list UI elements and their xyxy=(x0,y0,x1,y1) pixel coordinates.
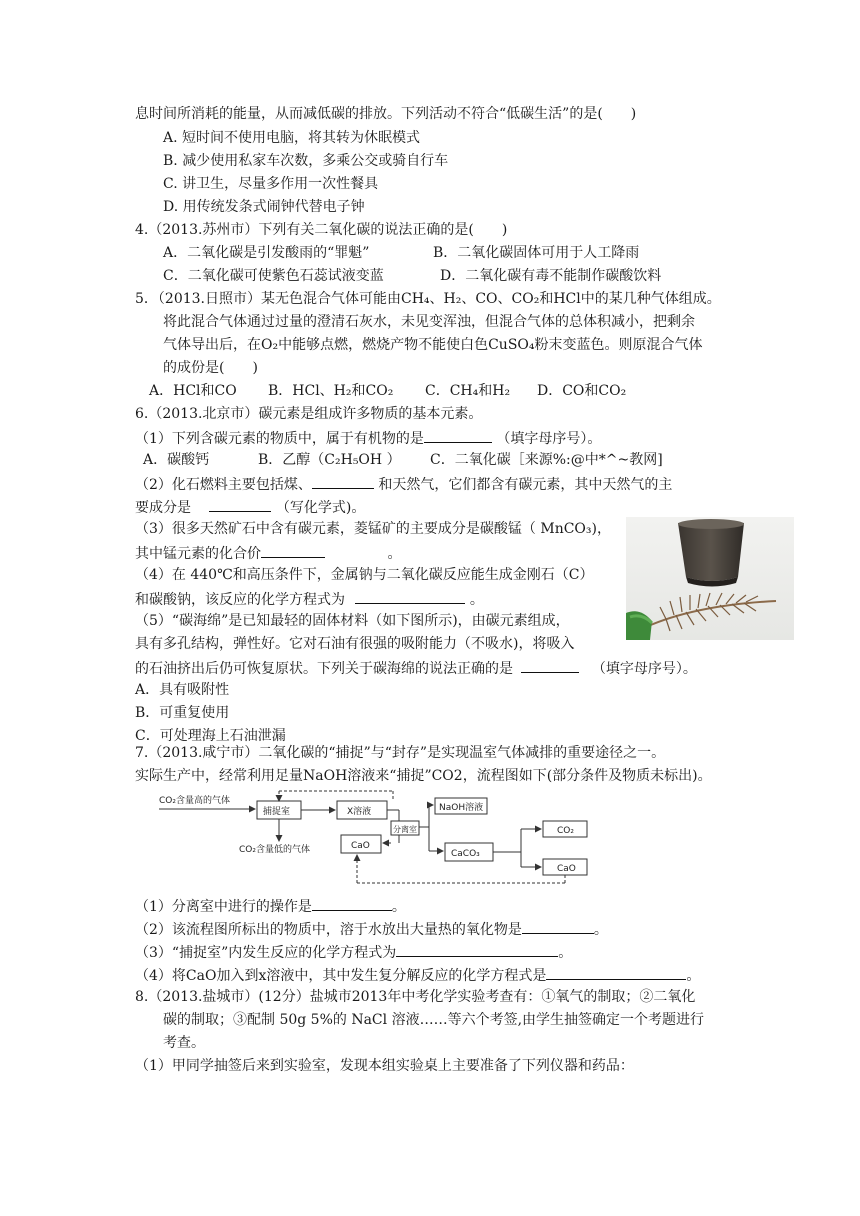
q4-option-b: B．二氧化碳固体可用于人工降雨 xyxy=(433,245,640,261)
q6-part4-end: 。 xyxy=(469,592,484,608)
q6-part1-option-a: A．碳酸钙 xyxy=(143,452,210,468)
q7-stem-line1: 7.（2013.咸宁市）二氧化碳的“捕捉”与“封存”是实现温室气体减排的重要途径之一。 xyxy=(135,745,666,761)
q7-part4-end: 。 xyxy=(686,968,701,984)
q6-part1-hint: （填字母序号）。 xyxy=(496,431,602,447)
q7-part4-text: （4）将CaO加入到x溶液中，其中发生复分解反应的化学方程式是 xyxy=(135,968,547,984)
q7-part3 xyxy=(135,942,572,962)
q5-option-c: C．CH₄和H₂ xyxy=(425,383,511,399)
q7-stem-line2: 实际生产中，经常利用足量NaOH溶液来“捕捉”CO2，流程图如下(部分条件及物质未标出)。 xyxy=(135,768,712,784)
x-solution-label: X溶液 xyxy=(347,807,372,817)
q6-stem: 6.（2013.北京市）碳元素是组成许多物质的基本元素。 xyxy=(135,406,483,422)
q6-part4-text: 和碳酸钠，该反应的化学方程式为 xyxy=(135,592,345,608)
q7-part4 xyxy=(135,965,700,985)
q4-option-a: A．二氧化碳是引发酸雨的“罪魁” xyxy=(163,245,370,261)
q6-part2-text-d: （写化学式)。 xyxy=(275,500,366,516)
q7-part1 xyxy=(135,896,406,916)
q4-option-c: C．二氧化碳可使紫色石蕊试液变蓝 xyxy=(163,268,384,284)
q6-part5-text: 的石油挤出后仍可恢复原状。下列关于碳海绵的说法正确的是 xyxy=(135,661,513,677)
q7-part2-end: 。 xyxy=(593,922,608,938)
cao-left-label: CaO xyxy=(351,841,370,851)
cao-right-label: CaO xyxy=(557,864,576,874)
q5-option-d: D．CO和CO₂ xyxy=(537,383,627,399)
q7-part3-text: （3）“捕捉室”内发生反应的化学方程式为 xyxy=(135,945,397,961)
q6-part3-end: 。 xyxy=(387,546,402,562)
q3-stem: 息时间所消耗的能量，从而减低碳的排放。下列活动不符合“低碳生活”的是( ) xyxy=(135,106,637,122)
answer-blank[interactable] xyxy=(521,658,579,673)
q8-stem-line3: 考查。 xyxy=(163,1035,205,1051)
q6-part5-option-b: B．可重复使用 xyxy=(135,705,230,721)
q7-part1-text: （1）分离室中进行的操作是 xyxy=(135,899,312,915)
answer-blank[interactable] xyxy=(312,474,374,489)
q5-stem-line1: 5．（2013.日照市）某无色混合气体可能由CH₄、H₂、CO、CO₂和HCl中的某几种气体组成。 xyxy=(135,291,721,307)
q6-part1-option-b: B．乙醇（C₂H₅OH ） xyxy=(258,452,401,468)
carbon-sponge-photo xyxy=(626,517,794,640)
q6-part1-text: （1）下列含碳元素的物质中，属于有机物的是 xyxy=(135,431,424,447)
q6-part5-line1: （5）“碳海绵”是已知最轻的固体材料（如下图所示)，由碳元素组成， xyxy=(135,613,570,629)
q7-part3-end: 。 xyxy=(558,945,573,961)
answer-blank[interactable] xyxy=(396,942,558,957)
q6-part2-text-c: 要成分是 xyxy=(135,500,191,516)
q8-part1: （1）甲同学抽签后来到实验室，发现本组实验桌上主要准备了下列仪器和药品： xyxy=(135,1058,634,1074)
q5-option-b: B．HCl、H₂和CO₂ xyxy=(268,383,394,399)
q5-option-a: A．HCl和CO xyxy=(149,383,237,399)
answer-blank[interactable] xyxy=(424,428,492,443)
q6-part3-text: 其中锰元素的化合价 xyxy=(135,546,261,562)
co2-output-label: CO₂ xyxy=(557,826,574,836)
q6-part5-line3 xyxy=(135,658,697,678)
naoh-solution-label: NaOH溶液 xyxy=(439,803,484,813)
q6-part5-option-a: A．具有吸附性 xyxy=(135,682,230,698)
q3-option-b: B. 减少使用私家车次数，多乘公交或骑自行车 xyxy=(163,153,449,169)
answer-blank[interactable] xyxy=(522,919,594,934)
answer-blank[interactable] xyxy=(261,543,325,558)
q6-part1-option-c: C．二氧化碳［来源%:@中*^~教网] xyxy=(430,452,663,468)
q6-part5-hint: （填字母序号）。 xyxy=(591,661,697,677)
co2-capture-flowchart xyxy=(155,785,595,887)
q6-part2-text-b: 和天然气，它们都含有碳元素，其中天然气的主 xyxy=(378,477,673,493)
q7-part2 xyxy=(135,919,608,939)
q6-part5-line2: 具有多孔结构，弹性好。它对石油有很强的吸附能力（不吸水)，将吸入 xyxy=(135,636,575,652)
q5-stem-line4: 的成份是( ) xyxy=(163,360,258,376)
q6-part2-text: （2）化石燃料主要包括煤、 xyxy=(135,477,312,493)
flow-input-gas-label: CO₂含量高的气体 xyxy=(159,796,230,806)
q6-part4-line1: （4）在 440℃和高压条件下，金属钠与二氧化碳反应能生成金刚石（C） xyxy=(135,567,594,583)
answer-blank[interactable] xyxy=(355,589,465,604)
separation-chamber-label: 分离室 xyxy=(393,825,417,834)
q6-part5-option-c: C．可处理海上石油泄漏 xyxy=(135,728,286,744)
caco3-label: CaCO₃ xyxy=(451,849,480,859)
q5-stem-line2: 将此混合气体通过过量的澄清石灰水，未见变浑浊，但混合气体的总体积减小，把剩余 xyxy=(163,314,695,330)
q6-part2-line1 xyxy=(135,474,672,494)
answer-blank[interactable] xyxy=(209,497,271,512)
q6-part3-line2 xyxy=(135,543,401,563)
q3-option-c: C. 讲卫生，尽量多作用一次性餐具 xyxy=(163,176,379,192)
q6-part1 xyxy=(135,428,601,448)
q6-part3-line1: （3）很多天然矿石中含有碳元素，菱锰矿的主要成分是碳酸锰（ MnCO₃)， xyxy=(135,521,611,537)
q3-option-d: D. 用传统发条式闹钟代替电子钟 xyxy=(163,199,365,215)
q5-stem-line3: 气体导出后，在O₂中能够点燃，燃烧产物不能使白色CuSO₄粉末变蓝色。则原混合气体 xyxy=(163,337,703,353)
answer-blank[interactable] xyxy=(546,965,686,980)
q4-option-d: D．二氧化碳有毒不能制作碳酸饮料 xyxy=(440,268,662,284)
flow-output-gas-label: CO₂含量低的气体 xyxy=(239,845,310,855)
q8-stem-line1: 8.（2013.盐城市）(12分）盐城市2013年中考化学实验考查有：①氧气的制取；②二氧化 xyxy=(135,989,696,1005)
q8-stem-line2: 碳的制取；③配制 50g 5%的 NaCl 溶液……等六个考签,由学生抽签确定一个考题进行 xyxy=(163,1012,705,1028)
q6-part4-line2 xyxy=(135,589,484,609)
capture-chamber-label: 捕捉室 xyxy=(263,807,291,817)
q6-part2-line2 xyxy=(135,497,365,517)
answer-blank[interactable] xyxy=(312,896,392,911)
q7-part1-end: 。 xyxy=(391,899,406,915)
q4-stem: 4.（2013.苏州市）下列有关二氧化碳的说法正确的是( ) xyxy=(135,222,508,238)
q7-part2-text: （2）该流程图所标出的物质中，溶于水放出大量热的氧化物是 xyxy=(135,922,522,938)
q3-option-a: A. 短时间不使用电脑，将其转为休眠模式 xyxy=(163,130,421,146)
